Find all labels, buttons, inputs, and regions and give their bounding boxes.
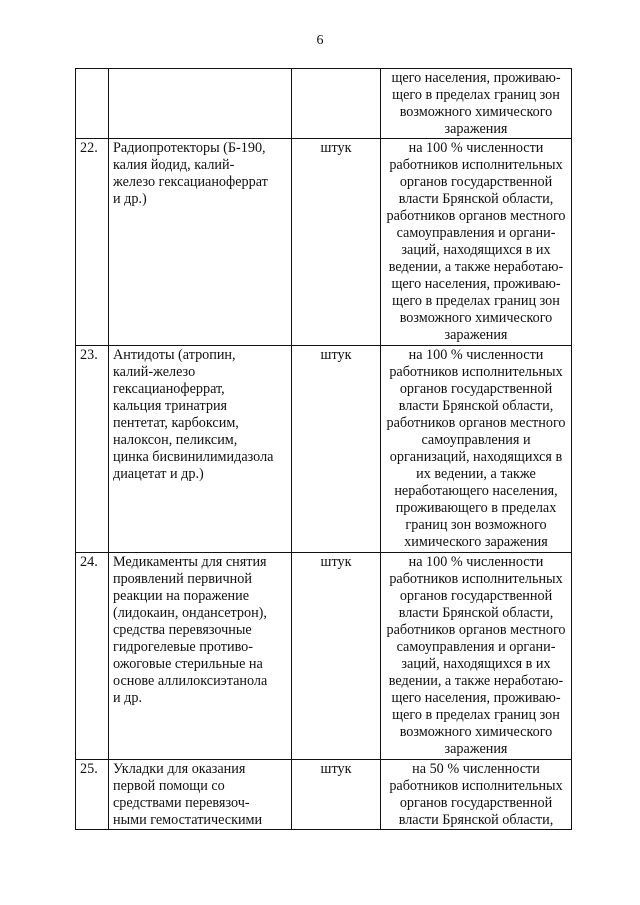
supply-norm-line: работников исполнительных	[389, 157, 563, 173]
supply-norm-line: щего в пределах границ зон	[392, 707, 560, 723]
item-name-line: гидрогелевые противо-	[113, 639, 254, 655]
supply-norm-line: заций, находящихся в их	[401, 656, 551, 672]
item-name-line: Медикаменты для снятия	[113, 554, 267, 570]
item-name-line: средства перевязочные	[113, 622, 252, 638]
item-name-line: проявлений первичной	[113, 571, 252, 587]
supply-norm-line: органов государственной	[399, 795, 553, 811]
supply-norm	[381, 69, 572, 139]
item-name	[109, 139, 292, 346]
item-name	[109, 69, 292, 139]
supply-norm-line: самоуправления и органи-	[396, 639, 556, 655]
unit-of-measure: штук	[292, 553, 381, 760]
supply-norm-line: щего населения, проживаю-	[391, 276, 561, 292]
item-name	[109, 760, 292, 830]
table-row	[76, 69, 572, 139]
row-number: 23.	[76, 346, 109, 553]
supply-norm-line: работников органов местного	[386, 622, 566, 638]
supply-norm-line: органов государственной	[399, 588, 553, 604]
supply-norm-line: власти Брянской области,	[398, 812, 554, 828]
supply-norm-line: щего в пределах границ зон	[392, 293, 560, 309]
supply-norm-line: их ведении, а также	[416, 466, 536, 482]
supply-norm-line: органов государственной	[399, 381, 553, 397]
item-name-line: гексацианоферрат,	[113, 381, 225, 397]
item-name-line: реакции на поражение	[113, 588, 249, 604]
item-name-line: основе аллилоксиэтанола	[113, 673, 268, 689]
supply-norm-line: работников исполнительных	[389, 364, 563, 380]
supply-norm-line: возможного химического	[399, 104, 553, 120]
item-name	[109, 553, 292, 760]
item-name-line: (лидокаин, ондансетрон),	[113, 605, 267, 621]
unit-of-measure: штук	[292, 139, 381, 346]
row-number: 25.	[76, 760, 109, 830]
item-name	[109, 346, 292, 553]
supply-norm-line: химического заражения	[404, 534, 548, 550]
supply-norm-line: возможного химического	[399, 724, 553, 740]
item-name-line: Антидоты (атропин,	[113, 347, 236, 363]
supply-norm	[381, 760, 572, 830]
supply-norm-line: на 100 % численности	[408, 554, 544, 570]
supply-norm-line: щего населения, проживаю-	[391, 690, 561, 706]
row-number: 24.	[76, 553, 109, 760]
item-name-line: средствами перевязоч-	[113, 795, 250, 811]
page-number: 6	[316, 33, 324, 48]
table-row	[76, 346, 572, 553]
unit-of-measure	[292, 69, 381, 139]
item-name-line: цинка бисвинилимидазола	[113, 449, 274, 465]
supplies-table	[75, 68, 572, 830]
item-name-line: ожоговые стерильные на	[113, 656, 263, 672]
supply-norm-line: на 50 % численности	[412, 761, 540, 777]
supply-norm-line: проживающего в пределах	[395, 500, 557, 516]
supply-norm-line: работников органов местного	[386, 208, 566, 224]
table-row	[76, 553, 572, 760]
supply-norm	[381, 346, 572, 553]
supply-norm-line: заражения	[444, 327, 508, 343]
supply-norm-line: границ зон возможного	[405, 517, 547, 533]
supply-norm-line: на 100 % численности	[408, 347, 544, 363]
supply-norm-line: работников органов местного	[386, 415, 566, 431]
table-body	[76, 69, 572, 830]
supply-norm-line: неработающего населения,	[394, 483, 558, 499]
item-name-line: и др.)	[113, 191, 147, 207]
item-name-line: пентетат, карбоксим,	[113, 415, 239, 431]
supply-norm	[381, 553, 572, 760]
supply-norm-line: возможного химического	[399, 310, 553, 326]
supply-norm-line: власти Брянской области,	[398, 398, 554, 414]
item-name-line: кальция тринатрия	[113, 398, 228, 414]
item-name-line: железо гексацианоферрат	[113, 174, 268, 190]
supply-norm-line: власти Брянской области,	[398, 605, 554, 621]
row-number: 22.	[76, 139, 109, 346]
item-name-line: Укладки для оказания	[113, 761, 246, 777]
item-name-line: диацетат и др.)	[113, 466, 204, 482]
supply-norm-line: органов государственной	[399, 174, 553, 190]
row-number	[76, 69, 109, 139]
supply-norm-line: работников исполнительных	[389, 778, 563, 794]
item-name-line: и др.	[113, 690, 142, 706]
supply-norm-line: организаций, находящихся в	[389, 449, 563, 465]
supply-norm-line: ведении, а также неработаю-	[388, 259, 564, 275]
supply-norm-line: щего населения, проживаю-	[391, 70, 561, 86]
item-name-line: калий-железо	[113, 364, 196, 380]
table-row	[76, 139, 572, 346]
supply-norm-line: щего в пределах границ зон	[392, 87, 560, 103]
supply-norm-line: работников исполнительных	[389, 571, 563, 587]
item-name-line: Радиопротекторы (Б-190,	[113, 140, 266, 156]
supply-norm-line: заражения	[444, 741, 508, 757]
supply-norm-line: самоуправления и органи-	[396, 225, 556, 241]
supply-norm-line: власти Брянской области,	[398, 191, 554, 207]
supply-norm-line: на 100 % численности	[408, 140, 544, 156]
supply-norm-line: заций, находящихся в их	[401, 242, 551, 258]
item-name-line: ными гемостатическими	[113, 812, 263, 828]
item-name-line: калия йодид, калий-	[113, 157, 235, 173]
supply-norm	[381, 139, 572, 346]
supply-norm-line: ведении, а также неработаю-	[388, 673, 564, 689]
supply-norm-line: самоуправления и	[421, 432, 531, 448]
table-row	[76, 760, 572, 830]
supply-norm-line: заражения	[444, 121, 508, 137]
item-name-line: налоксон, пеликсим,	[113, 432, 238, 448]
unit-of-measure: штук	[292, 346, 381, 553]
item-name-line: первой помощи со	[113, 778, 225, 794]
unit-of-measure: штук	[292, 760, 381, 830]
